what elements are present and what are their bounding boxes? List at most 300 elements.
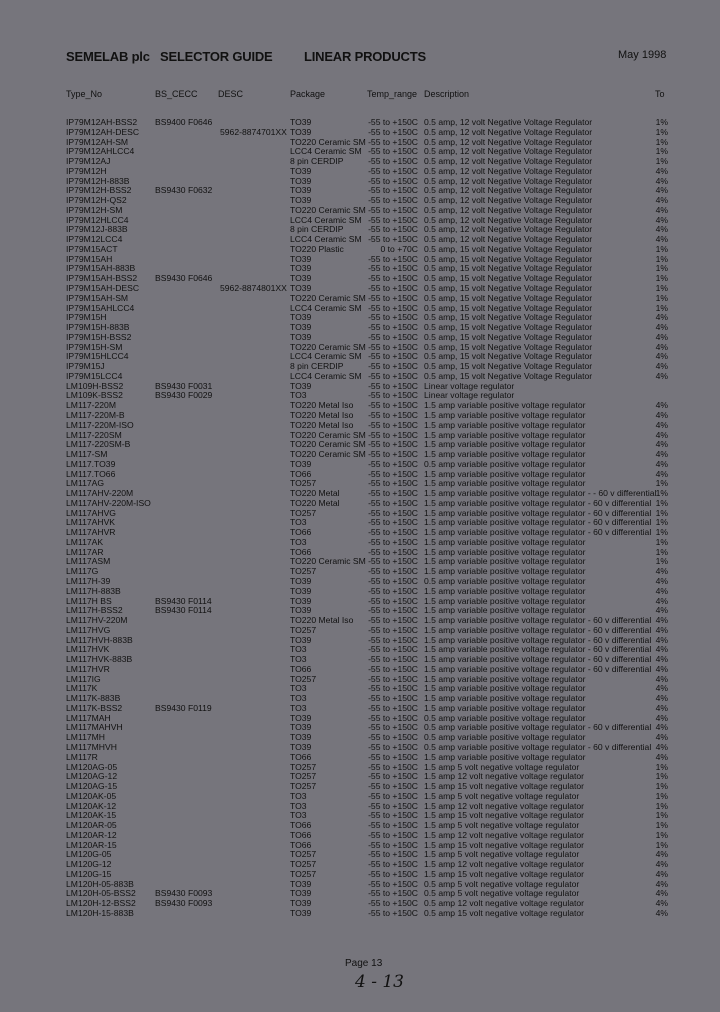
type-no-cell: LM117H-39 [66,575,111,586]
package-cell: 8 pin CERDIP [290,156,344,167]
table-row [0,304,720,314]
temp-range-cell: -55 to +150C [368,234,418,245]
description-cell: 1.5 amp variable positive voltage regulator [424,546,586,557]
type-no-cell: LM120H-05-BSS2 [66,888,136,899]
type-no-cell: IP79M12AHLCC4 [66,146,135,157]
package-cell: TO3 [290,693,307,704]
tolerance-cell: 1% [655,517,668,528]
tolerance-cell: 4% [655,409,668,420]
product-table [0,118,720,919]
type-no-cell: LM117MAH [66,712,111,723]
type-no-cell: LM117G [66,566,99,577]
type-no-cell: LM117AG [66,478,105,489]
temp-range-cell: -55 to +150C [368,302,418,313]
package-cell: TO257 [290,849,317,860]
type-no-cell: IP79M15ACT [66,243,118,254]
tolerance-cell: 4% [655,722,668,733]
type-no-cell: LM117MAHVH [66,722,123,733]
package-cell: TO257 [290,761,317,772]
tolerance-cell: 4% [655,204,668,215]
package-cell: TO220 Ceramic SM [290,429,366,440]
tolerance-cell: 4% [655,439,668,450]
description-cell: 0.5 amp, 15 volt Negative Voltage Regulator [424,361,593,372]
package-cell: TO39 [290,322,312,333]
tolerance-cell: 4% [655,878,668,889]
package-cell: TO220 Plastic [290,243,344,254]
description-cell: 1.5 amp variable positive voltage regulator - 60 v differential [424,624,652,635]
package-cell: TO257 [290,566,317,577]
type-no-cell: LM117-SM [66,449,108,460]
type-no-cell: IP79M12LCC4 [66,234,123,245]
type-no-cell: LM120AG-15 [66,781,118,792]
type-no-cell: LM120H-05-883B [66,878,134,889]
type-no-cell: LM117HVK-883B [66,654,133,665]
temp-range-cell: -55 to +150C [368,175,418,186]
package-cell: TO39 [290,732,312,743]
temp-range-cell: -55 to +150C [368,380,418,391]
type-no-cell: LM120G-05 [66,849,112,860]
description-cell: 0.5 amp, 12 volt Negative Voltage Regulator [424,224,593,235]
temp-range-cell: -55 to +150C [368,605,418,616]
section-title: LINEAR PRODUCTS [304,49,426,64]
tolerance-cell: 1% [655,243,668,254]
type-no-cell: LM117-220M-ISO [66,419,134,430]
package-cell: TO39 [290,908,312,919]
package-cell: 8 pin CERDIP [290,224,344,235]
description-cell: 1.5 amp variable positive voltage regulator [424,605,586,616]
package-cell: TO220 Metal Iso [290,400,354,411]
tolerance-cell: 4% [655,175,668,186]
package-cell: TO3 [290,683,307,694]
type-no-cell: IP79M12H-QS2 [66,195,127,206]
description-cell: 0.5 amp 5 volt negative voltage regulator [424,878,580,889]
description-cell: 1.5 amp 15 volt negative voltage regulator [424,839,585,850]
handwritten-annotation: 4 - 13 [355,972,404,992]
description-cell: 0.5 amp, 12 volt Negative Voltage Regulator [424,117,593,127]
desc-cell: 5962-8874801XX [220,283,287,294]
temp-range-cell: -55 to +150C [368,683,418,694]
temp-range-cell: -55 to +150C [368,361,418,372]
description-cell: 0.5 amp, 12 volt Negative Voltage Regulator [424,175,593,186]
description-cell: 0.5 amp, 12 volt Negative Voltage Regulator [424,204,593,215]
description-cell: 1.5 amp 12 volt negative voltage regulator [424,829,585,840]
table-row [0,665,720,675]
temp-range-cell: -55 to +150C [368,868,418,879]
type-no-cell: LM117AHV-220M [66,488,134,499]
package-cell: TO220 Ceramic SM [290,136,366,147]
table-row [0,528,720,538]
package-cell: TO3 [290,810,307,821]
table-row [0,157,720,167]
package-cell: TO257 [290,771,317,782]
description-cell: 0.5 amp, 12 volt Negative Voltage Regulator [424,234,593,245]
type-no-cell: IP79M12HLCC4 [66,214,129,225]
tolerance-cell: 1% [655,302,668,313]
type-no-cell: IP79M15AH-BSS2 [66,273,138,284]
bs-cecc-cell: BS9430 F0114 [155,605,212,616]
type-no-cell: LM120AG-05 [66,761,118,772]
tolerance-cell: 4% [655,449,668,460]
type-no-cell: IP79M12H-SM [66,204,123,215]
temp-range-cell: -55 to +150C [368,781,418,792]
type-no-cell: IP79M12H-BSS2 [66,185,132,196]
description-cell: 1.5 amp 15 volt negative voltage regulator [424,810,585,821]
package-cell: TO257 [290,781,317,792]
description-cell: 1.5 amp variable positive voltage regulator [424,468,586,479]
temp-range-cell: 0 to +70C [380,243,418,254]
description-cell: 1.5 amp 12 volt negative voltage regulator [424,771,585,782]
package-cell: TO3 [290,644,307,655]
table-row [0,743,720,753]
temp-range-cell: -55 to +150C [368,556,418,567]
tolerance-cell: 1% [655,497,668,508]
description-cell: 0.5 amp, 15 volt Negative Voltage Regulator [424,351,593,362]
description-cell: 1.5 amp variable positive voltage regulator [424,478,586,489]
type-no-cell: LM117HVG [66,624,111,635]
temp-range-cell: -55 to +150C [368,214,418,225]
package-cell: TO3 [290,800,307,811]
temp-range-cell: -55 to +150C [368,165,418,176]
package-cell: LCC4 Ceramic SM [290,370,362,381]
type-no-cell: LM120AR-05 [66,820,117,831]
tolerance-cell: 4% [655,702,668,713]
temp-range-cell: -55 to +150C [368,566,418,577]
description-cell: 1.5 amp variable positive voltage regulator [424,439,586,450]
col-description: Description [424,89,470,99]
tolerance-cell: 4% [655,595,668,606]
package-cell: TO220 Ceramic SM [290,449,366,460]
type-no-cell: LM117MHVH [66,742,117,752]
type-no-cell: IP79M12AH-BSS2 [66,117,138,127]
description-cell: 1.5 amp variable positive voltage regulator [424,595,586,606]
package-cell: TO39 [290,722,312,733]
description-cell: 0.5 amp, 15 volt Negative Voltage Regulator [424,243,593,254]
description-cell: 1.5 amp variable positive voltage regulator [424,585,586,596]
description-cell: 1.5 amp variable positive voltage regulator - 60 v differential [424,644,652,655]
type-no-cell: IP79M15H [66,312,107,323]
description-cell: 0.5 amp variable positive voltage regulator - 60 v differential [424,722,652,733]
tolerance-cell: 4% [655,361,668,372]
package-cell: TO39 [290,888,312,899]
description-cell: 1.5 amp variable positive voltage regulator [424,566,586,577]
document-title: SELECTOR GUIDE [160,49,273,64]
temp-range-cell: -55 to +150C [368,712,418,723]
description-cell: 1.5 amp 15 volt negative voltage regulator [424,781,585,792]
bs-cecc-cell: BS9430 F0093 [155,888,213,899]
tolerance-cell: 4% [655,312,668,323]
description-cell: 0.5 amp, 15 volt Negative Voltage Regulator [424,370,593,381]
tolerance-cell: 4% [655,575,668,586]
description-cell: 0.5 amp variable positive voltage regulator [424,712,586,723]
package-cell: TO220 Metal Iso [290,615,354,626]
package-cell: TO66 [290,829,312,840]
tolerance-cell: 1% [655,488,668,499]
temp-range-cell: -55 to +150C [368,126,418,137]
description-cell: 1.5 amp variable positive voltage regulator [424,673,586,684]
tolerance-cell: 4% [655,663,668,674]
description-cell: 1.5 amp 5 volt negative voltage regulator [424,820,580,831]
description-cell: 1.5 amp variable positive voltage regulator [424,409,586,420]
col-tolerance: To [655,89,665,99]
type-no-cell: IP79M15LCC4 [66,370,123,381]
tolerance-cell: 4% [655,458,668,469]
temp-range-cell: -55 to +150C [368,468,418,479]
type-no-cell: LM117ASM [66,556,111,567]
package-cell: LCC4 Ceramic SM [290,146,362,157]
tolerance-cell: 1% [655,839,668,850]
description-cell: 0.5 amp, 15 volt Negative Voltage Regulator [424,253,593,264]
temp-range-cell: -55 to +150C [368,341,418,352]
type-no-cell: IP79M15AH-DESC [66,283,140,294]
temp-range-cell: -55 to +150C [368,829,418,840]
tolerance-cell: 4% [655,185,668,196]
tolerance-cell: 1% [655,117,668,127]
package-cell: TO39 [290,742,312,752]
document-date: May 1998 [618,49,667,61]
tolerance-cell: 4% [655,331,668,342]
temp-range-cell: -55 to +150C [368,156,418,167]
description-cell: 1.5 amp 5 volt negative voltage regulator [424,790,580,801]
package-cell: TO39 [290,634,312,645]
type-no-cell: LM117R [66,751,98,762]
package-cell: TO257 [290,507,317,518]
tolerance-cell: 1% [655,546,668,557]
description-cell: 1.5 amp variable positive voltage regulator [424,429,586,440]
type-no-cell: LM117-220M-B [66,409,125,420]
temp-range-cell: -55 to +150C [368,458,418,469]
description-cell: 1.5 amp variable positive voltage regulator - 60 v differential [424,517,652,528]
type-no-cell: IP79M15H-SM [66,341,123,352]
temp-range-cell: -55 to +150C [368,488,418,499]
description-cell: 1.5 amp variable positive voltage regulator - 60 v differential [424,615,652,626]
temp-range-cell: -55 to +150C [368,185,418,196]
temp-range-cell: -55 to +150C [368,820,418,831]
temp-range-cell: -55 to +150C [368,400,418,411]
tolerance-cell: 4% [655,634,668,645]
temp-range-cell: -55 to +150C [368,693,418,704]
tolerance-cell: 4% [655,683,668,694]
package-cell: TO39 [290,126,312,137]
temp-range-cell: -55 to +150C [368,634,418,645]
package-cell: TO257 [290,624,317,635]
package-cell: LCC4 Ceramic SM [290,351,362,362]
tolerance-cell: 1% [655,771,668,782]
type-no-cell: LM117HVH-883B [66,634,133,645]
tolerance-cell: 4% [655,693,668,704]
temp-range-cell: -55 to +150C [368,790,418,801]
temp-range-cell: -55 to +150C [368,283,418,294]
description-cell: 0.5 amp, 12 volt Negative Voltage Regulator [424,165,593,176]
type-no-cell: LM117-220SM [66,429,122,440]
tolerance-cell: 4% [655,888,668,899]
tolerance-cell: 1% [655,781,668,792]
description-cell: 0.5 amp 12 volt negative voltage regulator [424,898,585,909]
temp-range-cell: -55 to +150C [368,331,418,342]
description-cell: 0.5 amp 15 volt negative voltage regulator [424,908,585,919]
bs-cecc-cell: BS9430 F0093 [155,898,213,909]
tolerance-cell: 4% [655,898,668,909]
tolerance-cell: 4% [655,673,668,684]
temp-range-cell: -55 to +150C [368,195,418,206]
page-number: Page 13 [345,958,383,969]
tolerance-cell: 1% [655,556,668,567]
temp-range-cell: -55 to +150C [368,292,418,303]
description-cell: 0.5 amp, 15 volt Negative Voltage Regulator [424,322,593,333]
temp-range-cell: -55 to +150C [368,888,418,899]
type-no-cell: LM117AHVR [66,527,116,538]
type-no-cell: LM117AHVK [66,517,116,528]
temp-range-cell: -55 to +150C [368,536,418,547]
type-no-cell: IP79M15HLCC4 [66,351,129,362]
type-no-cell: LM117AK [66,536,104,547]
package-cell: TO66 [290,546,312,557]
description-cell: 1.5 amp 12 volt negative voltage regulator [424,859,585,870]
bs-cecc-cell: BS9430 F0114 [155,595,212,606]
temp-range-cell: -55 to +150C [368,585,418,596]
type-no-cell: LM120H-12-BSS2 [66,898,136,909]
tolerance-cell: 1% [655,273,668,284]
tolerance-cell: 1% [655,829,668,840]
type-no-cell: IP79M15H-883B [66,322,130,333]
tolerance-cell: 1% [655,527,668,538]
package-cell: TO220 Metal Iso [290,419,354,430]
col-temp-range: Temp_range [367,89,418,99]
type-no-cell: LM117H-BSS2 [66,605,123,616]
type-no-cell: IP79M12AH-DESC [66,126,140,137]
tolerance-cell: 1% [655,536,668,547]
temp-range-cell: -55 to +150C [368,439,418,450]
description-cell: 0.5 amp, 12 volt Negative Voltage Regulator [424,126,593,137]
type-no-cell: LM117HVK [66,644,110,655]
description-cell: 0.5 amp, 12 volt Negative Voltage Regulator [424,156,593,167]
temp-range-cell: -55 to +150C [368,419,418,430]
bs-cecc-cell: BS9430 F0029 [155,390,213,401]
package-cell: LCC4 Ceramic SM [290,234,362,245]
temp-range-cell: -55 to +150C [368,449,418,460]
package-cell: TO39 [290,283,312,294]
package-cell: TO39 [290,263,312,274]
type-no-cell: LM120AK-05 [66,790,117,801]
package-cell: TO257 [290,478,317,489]
tolerance-cell: 1% [655,820,668,831]
temp-range-cell: -55 to +150C [368,849,418,860]
temp-range-cell: -55 to +150C [368,908,418,919]
type-no-cell: IP79M12AH-SM [66,136,129,147]
package-cell: TO3 [290,517,307,528]
package-cell: LCC4 Ceramic SM [290,302,362,313]
table-row [0,909,720,919]
description-cell: 0.5 amp variable positive voltage regulator [424,732,586,743]
tolerance-cell: 4% [655,341,668,352]
type-no-cell: LM120AG-12 [66,771,118,782]
table-row [0,470,720,480]
description-cell: 0.5 amp variable positive voltage regulator [424,458,586,469]
description-cell: 1.5 amp 12 volt negative voltage regulator [424,800,585,811]
package-cell: TO39 [290,458,312,469]
description-cell: 0.5 amp, 15 volt Negative Voltage Regulator [424,273,593,284]
col-desc: DESC [218,89,244,99]
package-cell: TO66 [290,663,312,674]
tolerance-cell: 4% [655,742,668,752]
type-no-cell: IP79M15AH-SM [66,292,129,303]
bs-cecc-cell: BS9430 F0119 [155,702,212,713]
tolerance-cell: 4% [655,859,668,870]
type-no-cell: LM117HV-220M [66,615,128,626]
temp-range-cell: -55 to +150C [368,800,418,811]
type-no-cell: LM117K-BSS2 [66,702,123,713]
description-cell: 0.5 amp variable positive voltage regulator [424,575,586,586]
package-cell: TO39 [290,165,312,176]
temp-range-cell: -55 to +150C [368,654,418,665]
description-cell: 1.5 amp variable positive voltage regulator [424,702,586,713]
type-no-cell: LM117.TO39 [66,458,116,469]
temp-range-cell: -55 to +150C [368,370,418,381]
description-cell: 0.5 amp, 15 volt Negative Voltage Regulator [424,283,593,294]
tolerance-cell: 4% [655,400,668,411]
temp-range-cell: -55 to +150C [368,390,418,401]
tolerance-cell: 4% [655,234,668,245]
type-no-cell: IP79M12J-883B [66,224,128,235]
description-cell: 1.5 amp variable positive voltage regulator [424,400,586,411]
type-no-cell: LM117AHV-220M-ISO [66,497,151,508]
temp-range-cell: -55 to +150C [368,595,418,606]
type-no-cell: IP79M15H-BSS2 [66,331,132,342]
temp-range-cell: -55 to +150C [368,322,418,333]
table-row [0,352,720,362]
temp-range-cell: -55 to +150C [368,409,418,420]
package-cell: TO39 [290,380,312,391]
temp-range-cell: -55 to +150C [368,771,418,782]
package-cell: TO220 Ceramic SM [290,204,366,215]
package-cell: TO39 [290,312,312,323]
tolerance-cell: 1% [655,790,668,801]
type-no-cell: LM117AR [66,546,104,557]
description-cell: 1.5 amp 5 volt negative voltage regulator [424,761,580,772]
description-cell: 1.5 amp variable positive voltage regulator [424,556,586,567]
tolerance-cell: 1% [655,761,668,772]
tolerance-cell: 1% [655,263,668,274]
package-cell: TO220 Ceramic SM [290,292,366,303]
package-cell: TO220 Ceramic SM [290,439,366,450]
description-cell: 1.5 amp variable positive voltage regulator [424,449,586,460]
tolerance-cell: 1% [655,292,668,303]
package-cell: TO66 [290,751,312,762]
package-cell: TO3 [290,654,307,665]
package-cell: TO220 Ceramic SM [290,341,366,352]
tolerance-cell: 4% [655,732,668,743]
tolerance-cell: 4% [655,624,668,635]
description-cell: 0.5 amp 5 volt negative voltage regulator [424,888,580,899]
temp-range-cell: -55 to +150C [368,546,418,557]
temp-range-cell: -55 to +150C [368,810,418,821]
description-cell: 1.5 amp 5 volt negative voltage regulator [424,849,580,860]
type-no-cell: LM117AHVG [66,507,116,518]
temp-range-cell: -55 to +150C [368,507,418,518]
temp-range-cell: -55 to +150C [368,351,418,362]
temp-range-cell: -55 to +150C [368,761,418,772]
temp-range-cell: -55 to +150C [368,575,418,586]
tolerance-cell: 4% [655,644,668,655]
description-cell: 0.5 amp, 12 volt Negative Voltage Regulator [424,214,593,225]
temp-range-cell: -55 to +150C [368,312,418,323]
tolerance-cell: 4% [655,615,668,626]
package-cell: TO39 [290,712,312,723]
type-no-cell: LM117IG [66,673,101,684]
description-cell: 1.5 amp variable positive voltage regulator - 60 v differential [424,507,652,518]
type-no-cell: IP79M15AHLCC4 [66,302,135,313]
package-cell: TO257 [290,868,317,879]
type-no-cell: LM120AR-12 [66,829,117,840]
